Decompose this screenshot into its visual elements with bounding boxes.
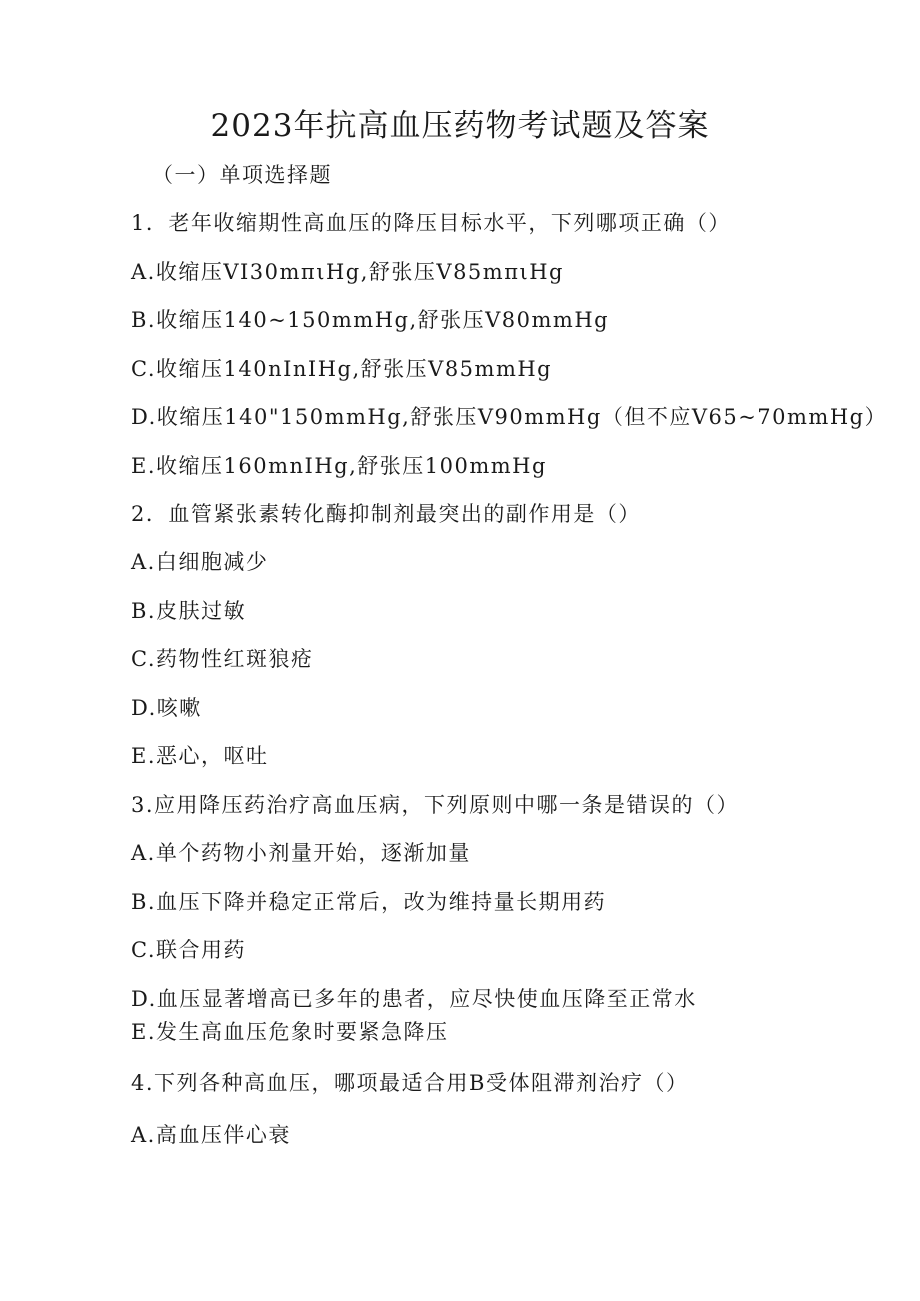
- question-1: 1．老年收缩期性高血压的降压目标水平，下列哪项正确（）: [131, 211, 731, 235]
- option-1d: D.收缩压140"150mmHg,舒张压V90mmHg（但不应V65~70mmHg）: [131, 405, 888, 429]
- option-1b: B.收缩压140~150mmHg,舒张压V80mmHg: [131, 308, 610, 332]
- option-2e: E.恶心，呕吐: [131, 744, 269, 768]
- option-2c: C.药物性红斑狼疮: [131, 647, 314, 671]
- option-2a: A.白细胞减少: [131, 550, 269, 574]
- option-3d: D.血压显著增高已多年的患者，应尽快使血压降至正常水: [131, 987, 697, 1011]
- option-2d: D.咳嗽: [131, 696, 202, 720]
- question-3: 3.应用降压药治疗高血压病，下列原则中哪一条是错误的（）: [131, 793, 740, 817]
- document-title: 2023年抗高血压药物考试题及答案: [210, 108, 710, 144]
- question-4: 4.下列各种高血压，哪项最适合用B受体阻滞剂治疗（）: [131, 1071, 689, 1095]
- option-1e: E.收缩压160mnIHg,舒张压100mmHg: [131, 454, 547, 478]
- option-1a: A.收缩压VI30mπιHg,舒张压V85mπιHg: [131, 260, 564, 284]
- option-3c: C.联合用药: [131, 938, 246, 962]
- option-1c: C.收缩压140nInIHg,舒张压V85mmHg: [131, 357, 553, 381]
- option-3e: E.发生高血压危象时要紧急降压: [131, 1020, 449, 1044]
- section-heading: （一）单项选择题: [152, 163, 332, 187]
- question-2: 2．血管紧张素转化酶抑制剂最突出的副作用是（）: [131, 502, 641, 526]
- option-4a: A.高血压伴心衰: [131, 1123, 291, 1147]
- option-3b: B.血压下降并稳定正常后，改为维持量长期用药: [131, 890, 607, 914]
- option-3a: A.单个药物小剂量开始，逐渐加量: [131, 841, 471, 865]
- option-2b: B.皮肤过敏: [131, 599, 247, 623]
